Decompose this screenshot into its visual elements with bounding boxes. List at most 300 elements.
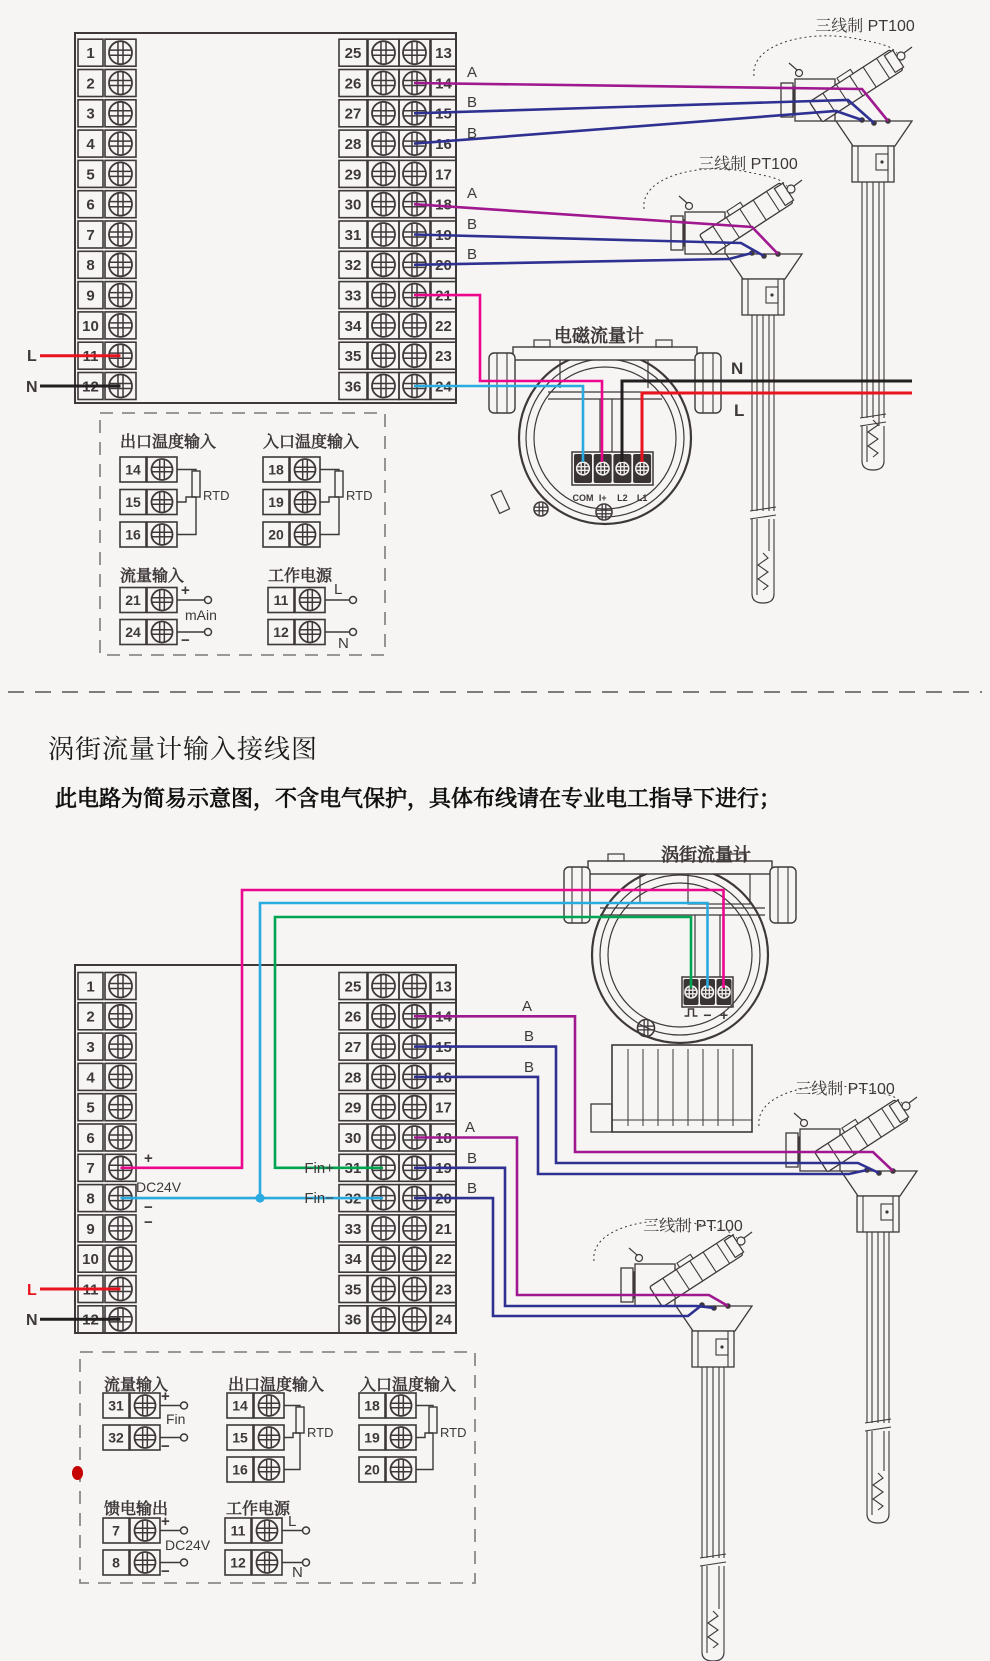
- screw-terminal-icon: [372, 314, 395, 337]
- screw-terminal-icon: [372, 1065, 395, 1088]
- terminal-number: 34: [344, 317, 362, 335]
- terminal-number: 3: [86, 1039, 95, 1056]
- screw-terminal-icon: [109, 1247, 132, 1270]
- diagram-label: Fin−: [304, 1190, 334, 1207]
- terminal-number: 31: [344, 1160, 362, 1178]
- line: [284, 1433, 300, 1470]
- diagram-label: N: [338, 635, 349, 652]
- terminal-number: 6: [86, 1129, 95, 1147]
- line: [750, 507, 776, 519]
- sensor-screw: [737, 1237, 745, 1245]
- screw-terminal-icon: [372, 344, 395, 367]
- diagram-label: 出口温度输入: [228, 1377, 325, 1394]
- screw-terminal-icon: [109, 1035, 132, 1058]
- flowmeter-housing-ring: [534, 367, 676, 509]
- terminal-number: 31: [108, 1397, 124, 1414]
- diagram-label: +: [181, 582, 190, 599]
- terminal-number: 36: [344, 378, 362, 396]
- terminal-name: L1: [636, 493, 648, 503]
- screw-terminal-icon: [403, 344, 426, 367]
- wire-junction-dot: [256, 1194, 265, 1203]
- screw-terminal-icon: [372, 1005, 395, 1028]
- terminal-number: 9: [86, 287, 95, 305]
- rtd-element-zigzag: [868, 420, 878, 457]
- sensor-label: 三线制 PT100: [795, 1081, 895, 1098]
- screw-terminal-icon: [135, 1552, 156, 1573]
- terminal-number: 7: [86, 1160, 95, 1178]
- line: [789, 63, 797, 70]
- probe-tip: [702, 1652, 724, 1661]
- terminal-number: 12: [273, 624, 289, 641]
- screw-terminal-icon: [372, 1278, 395, 1301]
- flowmeter-body: [612, 1045, 752, 1132]
- detail-group: [120, 457, 200, 547]
- terminal-number: 13: [435, 978, 452, 996]
- screw-terminal-icon: [259, 1459, 280, 1480]
- screw-terminal-icon: [372, 1096, 395, 1119]
- terminal-number: 15: [232, 1429, 248, 1446]
- diagram-label: RTD: [440, 1425, 467, 1440]
- line: [679, 196, 687, 203]
- wire-end-terminal: [205, 629, 212, 636]
- terminal-number: 16: [435, 136, 452, 153]
- screw-terminal-icon: [403, 975, 426, 998]
- em-flowmeter-wiring-section: [26, 17, 915, 655]
- terminal-number: 31: [344, 226, 362, 244]
- terminal-number: 8: [86, 257, 95, 275]
- terminal-number: 1: [86, 978, 95, 996]
- screw-terminal-icon: [372, 162, 395, 185]
- diagram-label: B: [466, 216, 478, 233]
- terminal-number: 26: [344, 75, 362, 93]
- terminal-number: 19: [364, 1429, 380, 1446]
- terminal-number: 33: [344, 1220, 362, 1238]
- screw-terminal-icon: [534, 502, 548, 516]
- line: [794, 1113, 802, 1120]
- terminal-block: [75, 965, 456, 1333]
- wire-green: [275, 917, 691, 1168]
- terminal-number: 32: [344, 1190, 362, 1208]
- terminal-number: 17: [435, 166, 452, 184]
- screw-terminal-icon: [109, 132, 132, 155]
- terminal-number: 16: [125, 526, 141, 543]
- terminal-number: 29: [344, 166, 362, 184]
- screw-terminal-icon: [109, 1065, 132, 1088]
- screw-terminal-icon: [372, 193, 395, 216]
- rtd-resistor-symbol: [192, 471, 200, 497]
- screw-terminal-icon: [372, 41, 395, 64]
- screw-terminal-icon: [259, 1395, 280, 1416]
- electromagnetic-flowmeter: [489, 340, 721, 524]
- diagram-label: L: [27, 1282, 37, 1299]
- terminal-number: 11: [230, 1522, 246, 1539]
- screw-terminal-icon: [259, 1427, 280, 1448]
- screw-terminal-icon: [403, 41, 426, 64]
- terminal-number: 20: [364, 1461, 380, 1478]
- cable-gland: [489, 353, 515, 413]
- terminal-number: 32: [344, 257, 362, 275]
- terminal-name: L2: [617, 493, 628, 503]
- wire-end-terminal: [303, 1559, 310, 1566]
- terminal-number: 27: [344, 105, 362, 123]
- line: [862, 182, 884, 418]
- vortex-flowmeter-wiring-section: [26, 844, 917, 1661]
- terminal-number: 35: [344, 348, 362, 366]
- line: [909, 1097, 917, 1103]
- terminal-number: 5: [86, 166, 95, 184]
- flowmeter-housing-ring: [592, 867, 768, 1043]
- screw-terminal-icon: [109, 193, 132, 216]
- screw-terminal-icon: [391, 1459, 412, 1480]
- flowmeter-title: 电磁流量计: [554, 326, 644, 346]
- diagram-label: 入口温度输入: [263, 434, 360, 451]
- diagram-label: N: [731, 359, 744, 378]
- sensor-screw: [636, 1255, 643, 1262]
- terminal-number: 16: [435, 1069, 452, 1087]
- line: [862, 418, 884, 462]
- screw-terminal-icon: [109, 102, 132, 125]
- terminal-number: 10: [82, 1251, 99, 1269]
- line: [702, 1367, 724, 1558]
- screw-terminal-icon: [295, 524, 316, 545]
- line: [177, 497, 196, 502]
- section-heading: [48, 729, 318, 766]
- terminal-number: 4: [86, 136, 95, 153]
- terminal-number: 14: [435, 1008, 452, 1026]
- terminal-number: 8: [112, 1554, 120, 1571]
- wire-end-terminal: [181, 1402, 188, 1409]
- screw-terminal-icon: [109, 1096, 132, 1119]
- wire-cyan: [260, 903, 708, 1198]
- terminal-name: −: [703, 1007, 712, 1023]
- screw-terminal-icon: [372, 1217, 395, 1240]
- terminal-number: 19: [435, 1160, 452, 1178]
- terminal-number: 20: [435, 257, 452, 275]
- terminal-number: 27: [344, 1039, 362, 1056]
- wire-end-terminal: [205, 597, 212, 604]
- screw-terminal-icon: [372, 284, 395, 307]
- terminal-number: 18: [268, 461, 284, 478]
- diagram-label: 入口温度输入: [360, 1377, 457, 1394]
- line: [865, 1419, 891, 1431]
- detail-group: [359, 1393, 437, 1482]
- flowmeter-housing-ring: [600, 875, 760, 1035]
- diagram-label: Fin+: [304, 1160, 334, 1177]
- rtd-resistor-symbol: [429, 1407, 437, 1433]
- diagram-label: +: [144, 1150, 153, 1167]
- diagram-label: A: [521, 998, 533, 1015]
- terminal-number: 30: [344, 1129, 362, 1147]
- diagram-label: 出口温度输入: [120, 434, 217, 451]
- line: [548, 360, 662, 452]
- terminal-number: 11: [273, 592, 289, 609]
- sensor-screw: [796, 70, 803, 77]
- screw-terminal-icon: [372, 102, 395, 125]
- terminal-number: 18: [435, 1129, 452, 1147]
- screw-terminal-icon: [391, 1427, 412, 1448]
- screw-terminal-icon: [300, 590, 321, 611]
- terminal-number: 8: [86, 1190, 95, 1208]
- screw-terminal-icon: [372, 1126, 395, 1149]
- flowmeter-title: 涡街流量计: [661, 845, 751, 865]
- screw-terminal-icon: [135, 1520, 156, 1541]
- terminal-name: COM: [572, 493, 594, 503]
- screw-terminal-icon: [403, 1278, 426, 1301]
- screw-terminal-icon: [109, 223, 132, 246]
- screw-terminal-icon: [372, 253, 395, 276]
- line: [320, 497, 339, 502]
- diagram-label: B: [466, 125, 478, 142]
- line: [416, 1433, 433, 1470]
- terminal-number: 14: [232, 1397, 248, 1414]
- terminal-number: 24: [435, 1311, 452, 1329]
- screw-terminal-icon: [300, 622, 321, 643]
- diagram-label: −: [161, 1563, 170, 1580]
- terminal-number: 11: [82, 348, 99, 366]
- terminal-number: 25: [344, 45, 362, 63]
- diagram-label: 流量输入: [120, 568, 185, 585]
- screw-terminal-icon: [135, 1427, 156, 1448]
- terminal-number: 23: [435, 348, 452, 366]
- line: [752, 315, 774, 511]
- diagram-label: DC24V: [165, 1537, 211, 1553]
- terminal-name: I+: [598, 493, 607, 503]
- terminal-number: 20: [435, 1190, 452, 1208]
- screw-terminal-icon: [109, 41, 132, 64]
- terminal-number: 12: [230, 1554, 246, 1571]
- screw-terminal-icon: [109, 253, 132, 276]
- screw-terminal-icon: [372, 1308, 395, 1331]
- screw-terminal-icon: [596, 504, 612, 520]
- terminal-number: 13: [435, 45, 452, 63]
- diagram-label: A: [466, 185, 478, 202]
- diagram-label: B: [466, 1180, 478, 1197]
- line: [700, 1554, 726, 1566]
- screw-terminal-icon: [295, 459, 316, 480]
- screw-terminal-icon: [403, 1217, 426, 1240]
- cable-gland: [564, 867, 590, 923]
- terminal-number: 28: [344, 136, 362, 153]
- diagram-label: −: [144, 1214, 153, 1231]
- screw-terminal-icon: [109, 975, 132, 998]
- terminal-number: 15: [125, 494, 141, 511]
- terminal-number: 35: [344, 1281, 362, 1299]
- diagram-label: +: [161, 1513, 170, 1530]
- terminal-number: 32: [108, 1429, 124, 1446]
- line: [685, 1009, 698, 1016]
- terminal-block: [75, 33, 456, 403]
- terminal-number: 24: [435, 378, 452, 396]
- terminal-number: 26: [344, 1008, 362, 1026]
- wire-end-terminal: [181, 1559, 188, 1566]
- diagram-label: L: [288, 1513, 297, 1530]
- screw-terminal-icon: [257, 1520, 278, 1541]
- vortex-flowmeter: [564, 854, 796, 1132]
- terminal-number: 9: [86, 1220, 95, 1238]
- terminal-number: 23: [435, 1281, 452, 1299]
- terminal-number: 21: [435, 1220, 452, 1238]
- screw-terminal-icon: [152, 622, 173, 643]
- screw-terminal-icon: [109, 72, 132, 95]
- sensor-screw: [897, 52, 905, 60]
- diagram-label: L: [334, 581, 343, 598]
- screw-terminal-icon: [403, 1096, 426, 1119]
- terminal-number: 3: [86, 105, 95, 123]
- screw-terminal-icon: [403, 1308, 426, 1331]
- screw-terminal-icon: [109, 284, 132, 307]
- line: [794, 180, 802, 186]
- note-text: 此电路为简易示意图，不含电气保护，具体布线请在专业电工指导下进行；: [55, 786, 782, 811]
- screw-terminal-icon: [372, 223, 395, 246]
- diagram-label: N: [292, 1564, 303, 1581]
- diagram-label: −: [181, 632, 190, 649]
- terminal-number: 1: [86, 45, 95, 63]
- wire-end-terminal: [350, 597, 357, 604]
- screw-terminal-icon: [109, 1217, 132, 1240]
- terminal-number: 19: [435, 226, 452, 244]
- diagram-label: B: [466, 246, 478, 263]
- terminal-number: 34: [344, 1251, 362, 1269]
- terminal-number: 11: [82, 1281, 99, 1299]
- diagram-label: L: [27, 348, 37, 365]
- terminal-number: 12: [82, 1311, 99, 1329]
- terminal-number: 19: [268, 494, 284, 511]
- screw-terminal-icon: [152, 492, 173, 513]
- screw-terminal-icon: [372, 1035, 395, 1058]
- terminal-number: 17: [435, 1099, 452, 1117]
- terminal-number: 33: [344, 287, 362, 305]
- screw-terminal-icon: [109, 1005, 132, 1028]
- diagram-label: RTD: [307, 1425, 334, 1440]
- sensor-screw: [801, 1120, 808, 1127]
- rtd-element-zigzag: [758, 553, 768, 590]
- diagram-label: −: [144, 1199, 153, 1216]
- wire-end-terminal: [350, 629, 357, 636]
- sensor-label: 三线制 PT100: [643, 1218, 743, 1235]
- terminal-number: 14: [435, 75, 452, 93]
- detail-group: [263, 457, 343, 547]
- screw-terminal-icon: [403, 1247, 426, 1270]
- line: [752, 519, 774, 595]
- diagram-label: A: [464, 1119, 476, 1136]
- probe-tip: [752, 594, 774, 603]
- screw-terminal-icon: [372, 132, 395, 155]
- screw-terminal-icon: [109, 162, 132, 185]
- terminal-number: 14: [125, 461, 141, 478]
- screw-terminal-icon: [109, 1126, 132, 1149]
- diagram-label: 馈电输出: [104, 1501, 169, 1518]
- terminal-number: 15: [435, 1039, 452, 1056]
- screw-terminal-icon: [372, 72, 395, 95]
- terminal-number: 15: [435, 105, 452, 123]
- section-heading-text: 涡街流量计输入接线图: [48, 734, 319, 764]
- terminal-number: 29: [344, 1099, 362, 1117]
- terminal-number: 21: [435, 287, 452, 305]
- rtd-element-zigzag: [708, 1611, 718, 1648]
- terminal-number: 22: [435, 317, 452, 335]
- line: [629, 1248, 637, 1255]
- diagram-label: 流量输入: [104, 1377, 169, 1394]
- sensor-label: 三线制 PT100: [698, 156, 798, 173]
- terminal-number: 21: [125, 592, 141, 609]
- terminal-number: 10: [82, 317, 99, 335]
- diagram-label: B: [523, 1028, 535, 1045]
- cable-gland: [695, 353, 721, 413]
- rtd-element-zigzag: [873, 1473, 883, 1510]
- bullet-icon: [72, 1466, 83, 1480]
- detail-group: [227, 1393, 304, 1482]
- diagram-label: 工作电源: [268, 568, 333, 585]
- screw-terminal-icon: [403, 314, 426, 337]
- terminal-number: 7: [86, 226, 95, 244]
- wire-end-terminal: [181, 1434, 188, 1441]
- diagram-label: RTD: [203, 488, 230, 503]
- terminal-number: 25: [344, 978, 362, 996]
- screw-terminal-icon: [403, 162, 426, 185]
- diagram-label: B: [466, 1150, 478, 1167]
- diagram-label: B: [523, 1059, 535, 1076]
- terminal-number: 18: [364, 1397, 380, 1414]
- screw-terminal-icon: [372, 1247, 395, 1270]
- probe-tip: [867, 1514, 889, 1523]
- terminal-number: 22: [435, 1251, 452, 1269]
- sensor-screw: [902, 1102, 910, 1110]
- screw-terminal-icon: [152, 524, 173, 545]
- screw-terminal-icon: [152, 590, 173, 611]
- screw-terminal-icon: [372, 375, 395, 398]
- sensor-screw: [787, 185, 795, 193]
- terminal-number: 18: [435, 196, 452, 214]
- wire-end-terminal: [181, 1527, 188, 1534]
- rtd-resistor-symbol: [335, 471, 343, 497]
- screw-terminal-icon: [372, 975, 395, 998]
- terminal-number: 28: [344, 1069, 362, 1087]
- diagram-label: +: [161, 1388, 170, 1405]
- diagram-label: mAin: [185, 607, 217, 623]
- sensor-label: 三线制 PT100: [815, 18, 915, 35]
- line: [904, 47, 912, 53]
- wire-end-terminal: [303, 1527, 310, 1534]
- terminal-number: 30: [344, 196, 362, 214]
- pt100-sensor: [644, 169, 802, 603]
- line: [744, 1232, 752, 1238]
- screw-terminal-icon: [391, 1395, 412, 1416]
- sensor-hex-fitting: [621, 1268, 633, 1302]
- sensor-screw: [686, 203, 693, 210]
- diagram-label: Fin: [166, 1411, 186, 1427]
- screw-terminal-icon: [257, 1552, 278, 1573]
- diagram-label: N: [26, 1312, 38, 1329]
- diagram-label: −: [161, 1438, 170, 1455]
- diagram-label: DC24V: [136, 1179, 182, 1195]
- terminal-number: 2: [86, 1008, 95, 1026]
- pt100-sensor: [594, 1221, 752, 1661]
- diagram-label: A: [466, 64, 478, 81]
- terminal-number: 36: [344, 1311, 362, 1329]
- probe-tip: [862, 461, 884, 470]
- terminal-number: 7: [112, 1522, 120, 1539]
- screw-terminal-icon: [295, 492, 316, 513]
- screw-terminal-icon: [152, 459, 173, 480]
- screw-terminal-icon: [109, 314, 132, 337]
- terminal-number: 5: [86, 1099, 95, 1117]
- terminal-number: 24: [125, 624, 141, 641]
- cable-gland: [770, 867, 796, 923]
- diagram-label: 工作电源: [226, 1501, 291, 1518]
- screw-terminal-icon: [135, 1395, 156, 1416]
- terminal-name: +: [719, 1007, 729, 1023]
- terminal-number: 20: [268, 526, 284, 543]
